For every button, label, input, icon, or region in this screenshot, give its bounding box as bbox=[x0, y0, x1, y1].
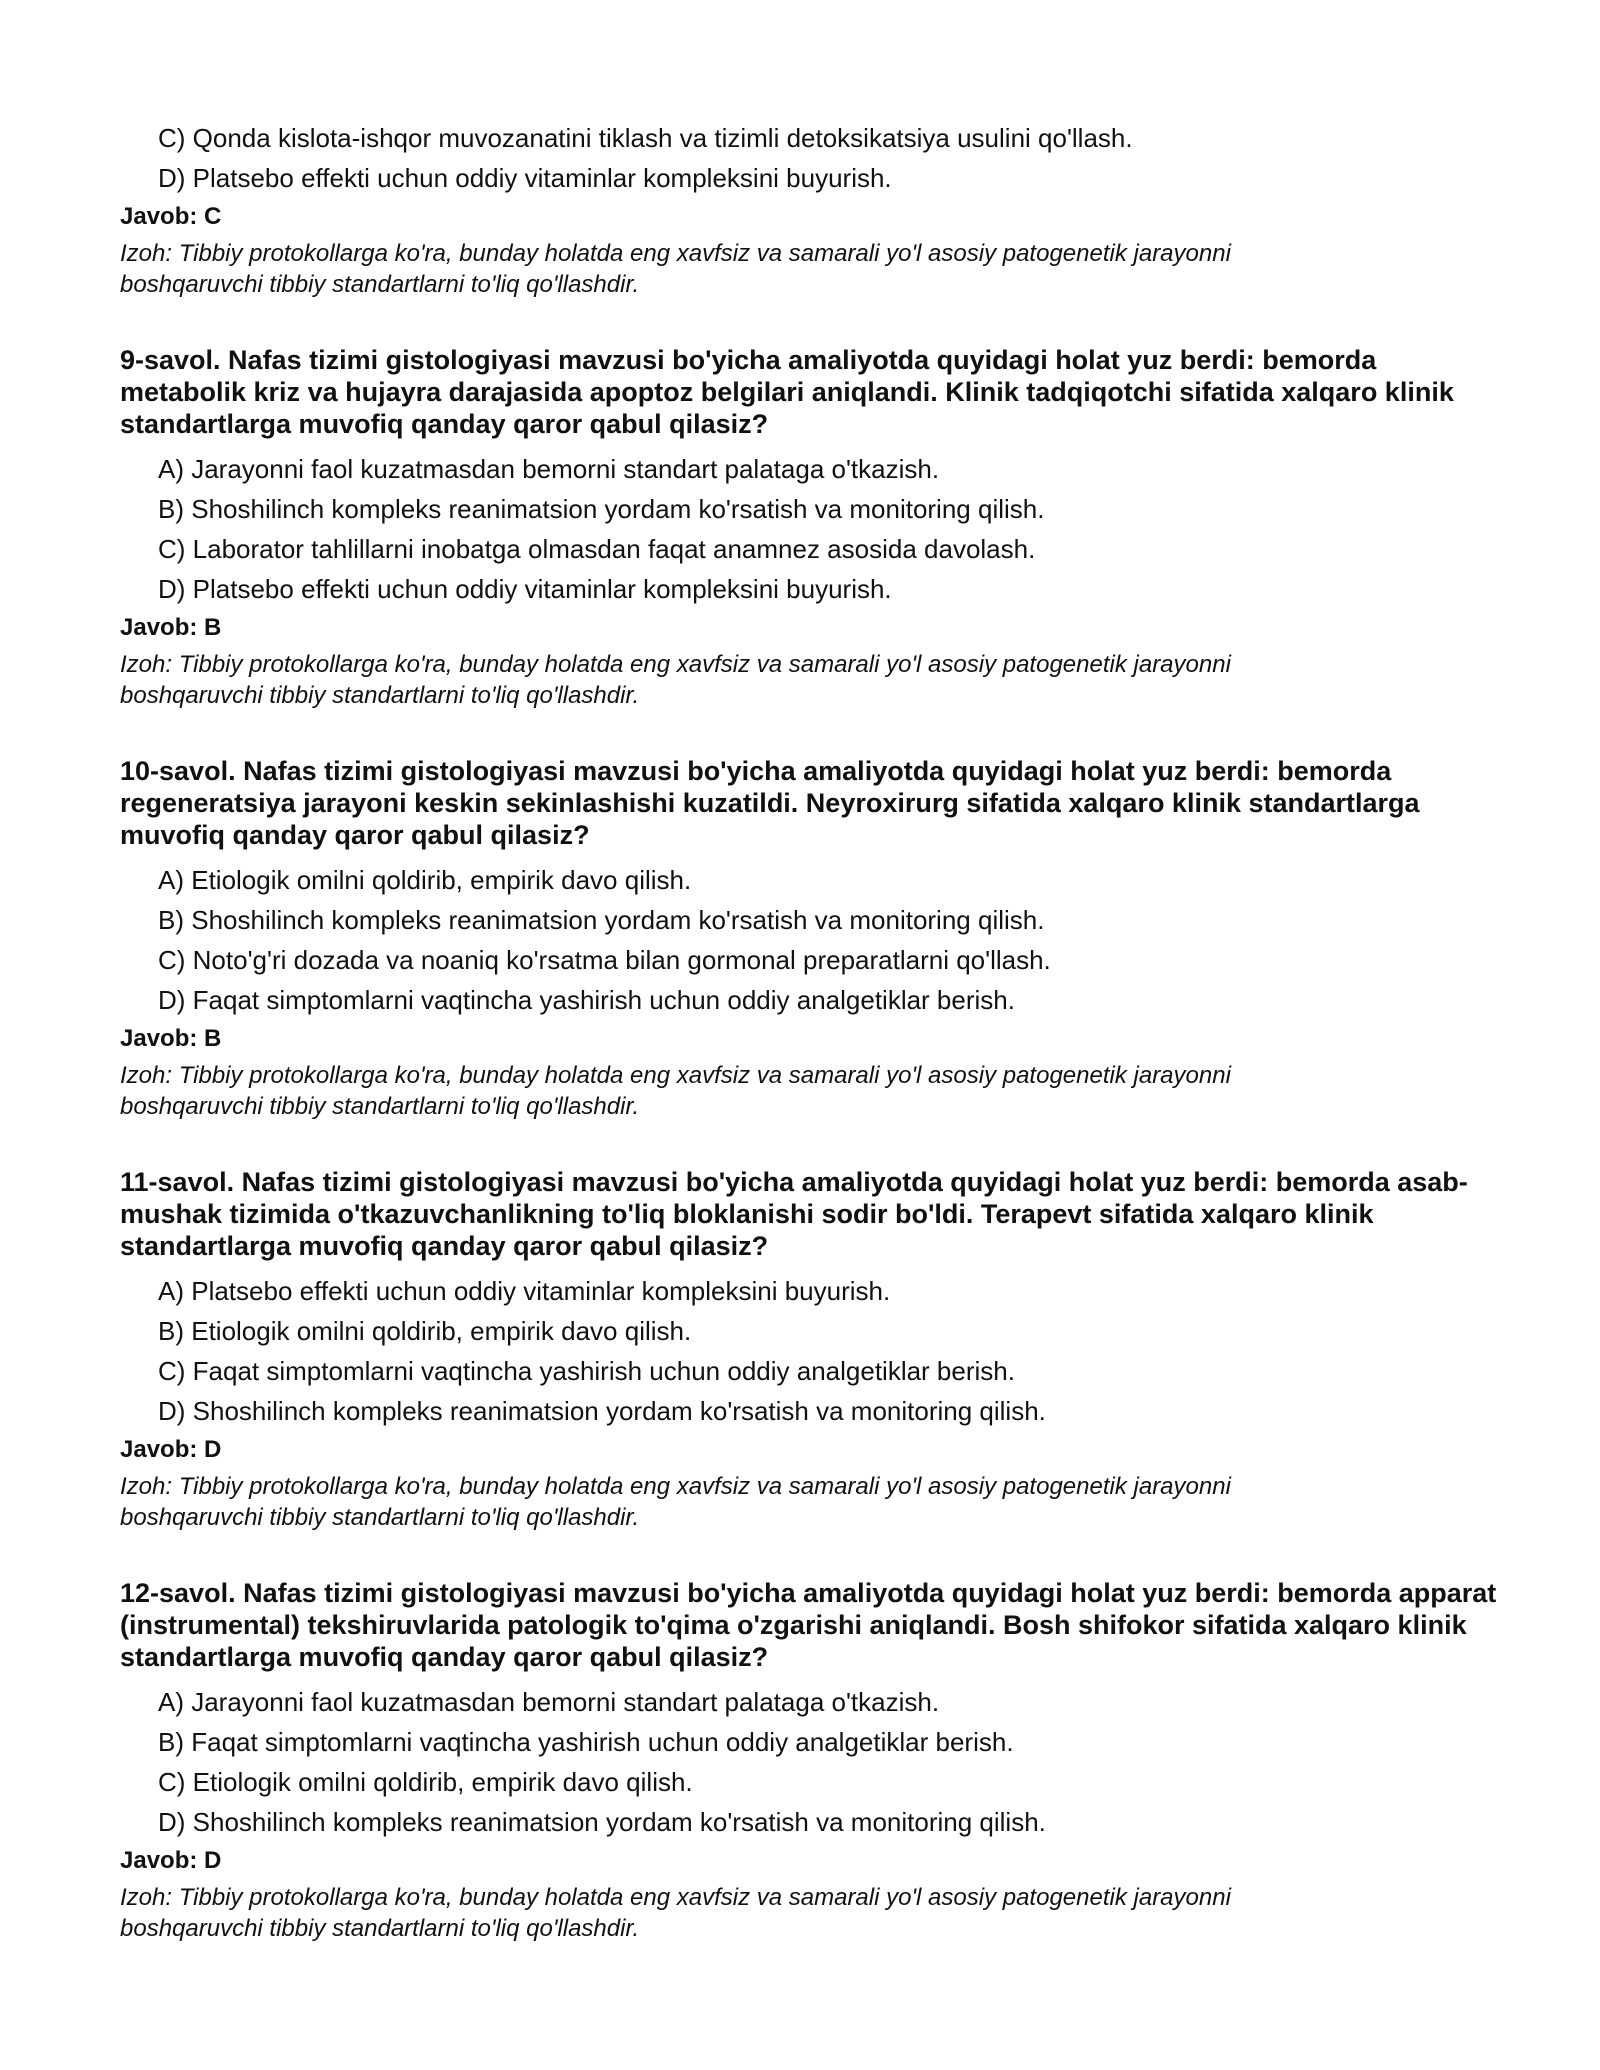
option-c: C) Qonda kislota-ishqor muvozanatini tiklash va tizimli detoksikatsiya usulini qo'llash. bbox=[158, 123, 1133, 153]
option-b: B) Shoshilinch kompleks reanimatsion yordam ko'rsatish va monitoring qilish. bbox=[158, 494, 1045, 524]
question-text: 12-savol. Nafas tizimi gistologiyasi mavzusi bo'yicha amaliyotda quyidagi holat yuz berdi: bemorda apparat (instrumental) tekshiruvlarida patologik to'qima o'zgarishi aniqlandi. Bosh shifokor sifatida xalqaro klinik standartlarga muvofiq qanday qaror qabul qilasiz? bbox=[120, 1578, 1497, 1672]
options-list bbox=[120, 860, 1480, 1020]
option-a: A) Platsebo effekti uchun oddiy vitaminlar kompleksini buyurish. bbox=[158, 1276, 891, 1306]
explanation-note: Izoh: Tibbiy protokollarga ko'ra, bunday holatda eng xavfsiz va samarali yo'l asosiy patogenetik jarayonni boshqaruvchi tibbiy standartlarni to'liq qo'llashdir. bbox=[120, 1884, 1231, 1942]
option-b: B) Shoshilinch kompleks reanimatsion yordam ko'rsatish va monitoring qilish. bbox=[158, 905, 1045, 935]
question-text: 10-savol. Nafas tizimi gistologiyasi mavzusi bo'yicha amaliyotda quyidagi holat yuz berdi: bemorda regeneratsiya jarayoni keskin sekinlashishi kuzatildi. Neyroxirurg sifatida xalqaro klinik standartlarga muvofiq qanday qaror qabul qilasiz? bbox=[120, 756, 1420, 850]
option-c: C) Noto'g'ri dozada va noaniq ko'rsatma bilan gormonal preparatlarni qo'llash. bbox=[158, 945, 1051, 975]
answer-label: Javob: B bbox=[120, 1025, 222, 1052]
options-list bbox=[120, 118, 1480, 198]
option-d: D) Platsebo effekti uchun oddiy vitaminlar kompleksini buyurish. bbox=[158, 574, 892, 604]
option-b: B) Faqat simptomlarni vaqtincha yashirish uchun oddiy analgetiklar berish. bbox=[158, 1727, 1014, 1757]
answer-label: Javob: C bbox=[120, 203, 222, 230]
question-10 bbox=[120, 755, 1480, 1122]
explanation-note: Izoh: Tibbiy protokollarga ko'ra, bunday holatda eng xavfsiz va samarali yo'l asosiy patogenetik jarayonni boshqaruvchi tibbiy standartlarni to'liq qo'llashdir. bbox=[120, 1473, 1231, 1531]
question-text: 11-savol. Nafas tizimi gistologiyasi mavzusi bo'yicha amaliyotda quyidagi holat yuz berdi: bemorda asab-mushak tizimida o'tkazuvchanlikning to'liq bloklanishi sodir bo'ldi. Terapevt sifatida xalqaro klinik standartlarga muvofiq qanday qaror qabul qilasiz? bbox=[120, 1167, 1468, 1261]
option-d: D) Platsebo effekti uchun oddiy vitaminlar kompleksini buyurish. bbox=[158, 163, 892, 193]
option-d: D) Shoshilinch kompleks reanimatsion yordam ko'rsatish va monitoring qilish. bbox=[158, 1396, 1046, 1426]
options-list bbox=[120, 1682, 1480, 1842]
option-d: D) Faqat simptomlarni vaqtincha yashirish uchun oddiy analgetiklar berish. bbox=[158, 985, 1015, 1015]
option-a: A) Jarayonni faol kuzatmasdan bemorni standart palataga o'tkazish. bbox=[158, 1687, 940, 1717]
question-12 bbox=[120, 1577, 1497, 1944]
option-a: A) Etiologik omilni qoldirib, empirik davo qilish. bbox=[158, 865, 692, 895]
options-list bbox=[120, 449, 1480, 609]
answer-label: Javob: B bbox=[120, 614, 222, 641]
options-list bbox=[120, 1271, 1480, 1431]
option-b: B) Etiologik omilni qoldirib, empirik davo qilish. bbox=[158, 1316, 692, 1346]
option-d: D) Shoshilinch kompleks reanimatsion yordam ko'rsatish va monitoring qilish. bbox=[158, 1807, 1046, 1837]
answer-label: Javob: D bbox=[120, 1436, 222, 1463]
question-9 bbox=[120, 344, 1480, 711]
explanation-note: Izoh: Tibbiy protokollarga ko'ra, bunday holatda eng xavfsiz va samarali yo'l asosiy patogenetik jarayonni boshqaruvchi tibbiy standartlarni to'liq qo'llashdir. bbox=[120, 1062, 1231, 1120]
question-11 bbox=[120, 1166, 1480, 1533]
option-c: C) Etiologik omilni qoldirib, empirik davo qilish. bbox=[158, 1767, 693, 1797]
option-c: C) Faqat simptomlarni vaqtincha yashirish uchun oddiy analgetiklar berish. bbox=[158, 1356, 1015, 1386]
option-c: C) Laborator tahlillarni inobatga olmasdan faqat anamnez asosida davolash. bbox=[158, 534, 1036, 564]
question-8-continued bbox=[120, 118, 1480, 300]
explanation-note: Izoh: Tibbiy protokollarga ko'ra, bunday holatda eng xavfsiz va samarali yo'l asosiy patogenetik jarayonni boshqaruvchi tibbiy standartlarni to'liq qo'llashdir. bbox=[120, 240, 1231, 298]
question-text: 9-savol. Nafas tizimi gistologiyasi mavzusi bo'yicha amaliyotda quyidagi holat yuz berdi: bemorda metabolik kriz va hujayra darajasida apoptoz belgilari aniqlandi. Klinik tadqiqotchi sifatida xalqaro klinik standartlarga muvofiq qanday qaror qabul qilasiz? bbox=[120, 345, 1454, 439]
answer-label: Javob: D bbox=[120, 1847, 222, 1874]
explanation-note: Izoh: Tibbiy protokollarga ko'ra, bunday holatda eng xavfsiz va samarali yo'l asosiy patogenetik jarayonni boshqaruvchi tibbiy standartlarni to'liq qo'llashdir. bbox=[120, 651, 1231, 709]
option-a: A) Jarayonni faol kuzatmasdan bemorni standart palataga o'tkazish. bbox=[158, 454, 940, 484]
